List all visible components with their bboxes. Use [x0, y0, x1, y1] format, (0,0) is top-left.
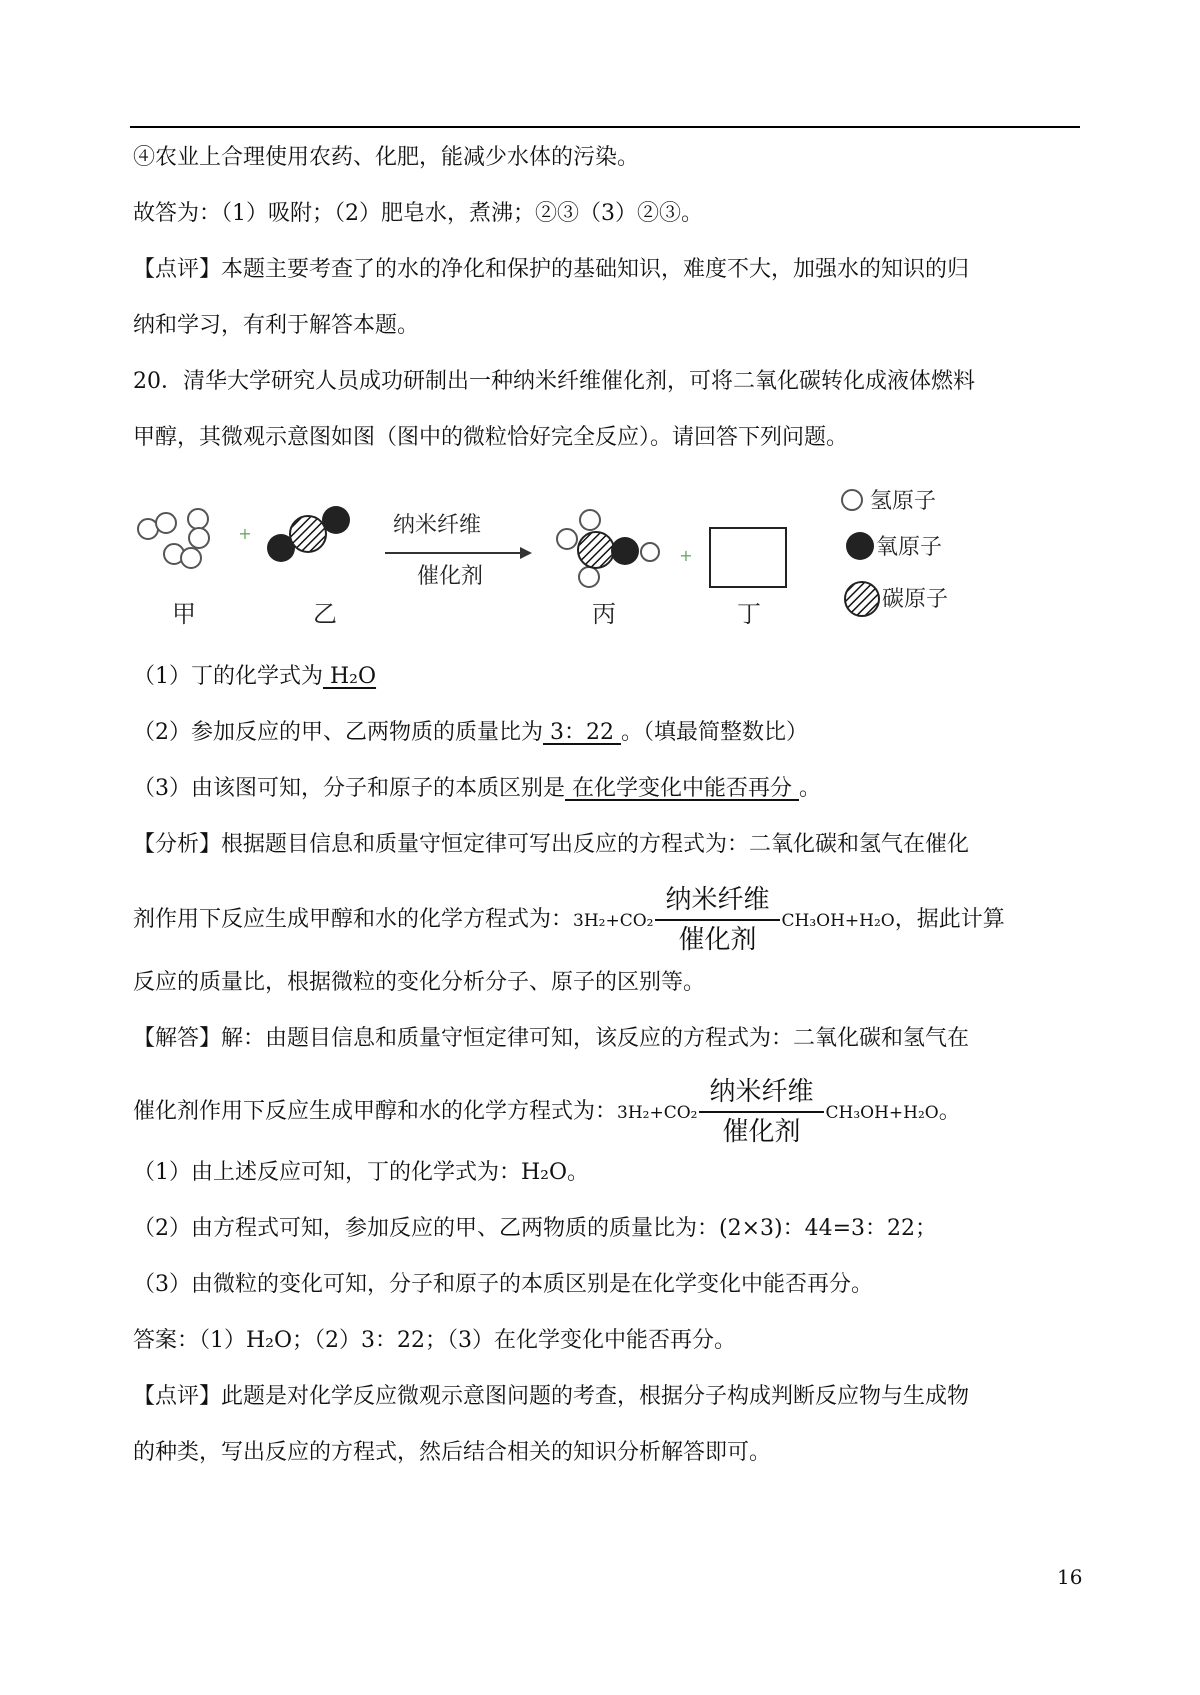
hydrogen-atom	[580, 510, 600, 530]
text-line: ④农业上合理使用农药、化肥，能减少水体的污染。	[133, 145, 640, 170]
answer-blank-2: 3：22	[543, 720, 621, 745]
carbon-atom	[578, 532, 614, 568]
arrow-label-bottom: 催化剂	[416, 564, 484, 589]
solution-step-1: （1）由上述反应可知，丁的化学式为：H₂O。	[133, 1160, 590, 1185]
comment-line-1: 【点评】此题是对化学反应微观示意图问题的考查，根据分子构成判断反应物与生成物	[133, 1384, 970, 1409]
carbon-legend-icon	[845, 582, 879, 616]
text-line: 故答为：（1）吸附；（2）肥皂水，煮沸；②③（3）②③。	[133, 201, 703, 226]
final-answer: 答案：（1）H₂O；（2）3：22；（3）在化学变化中能否再分。	[133, 1328, 737, 1353]
text-line: 纳和学习，有利于解答本题。	[133, 313, 420, 338]
unknown-product-box	[710, 528, 786, 587]
analysis-line-1: 【分析】根据题目信息和质量守恒定律可写出反应的方程式为：二氧化碳和氢气在催化	[133, 832, 970, 857]
question-2-prefix: （2）参加反应的甲、乙两物质的质量比为	[133, 720, 543, 745]
equation-products: CH₃OH+H₂O	[825, 1103, 939, 1123]
equation-reactants: 3H₂+CO₂	[573, 911, 654, 931]
analysis-equation-prefix: 剂作用下反应生成甲醇和水的化学方程式为：	[133, 907, 574, 932]
condition-bottom: 催化剂	[722, 1117, 801, 1147]
hydrogen-atom	[641, 543, 659, 561]
condition-top: 纳米纤维	[709, 1077, 814, 1107]
hydrogen-atom	[156, 513, 176, 533]
answer-blank-3: 在化学变化中能否再分	[565, 776, 799, 801]
equation-reactants: 3H₂+CO₂	[617, 1103, 698, 1123]
plus-sign: +	[679, 546, 693, 565]
question-3-suffix: 。	[799, 776, 822, 801]
equation-bar	[699, 1111, 823, 1113]
condition-bottom: 催化剂	[678, 925, 757, 955]
question-3	[133, 774, 821, 804]
question-3-prefix: （3）由该图可知，分子和原子的本质区别是	[133, 776, 565, 801]
hydrogen-atom	[189, 528, 209, 548]
equation-products: CH₃OH+H₂O	[781, 911, 895, 931]
oxygen-atom	[611, 537, 639, 565]
text-line: 【点评】本题主要考查了的水的净化和保护的基础知识，难度不大，加强水的知识的归	[133, 257, 970, 282]
analysis-line-3: 反应的质量比，根据微粒的变化分析分子、原子的区别等。	[133, 970, 706, 995]
hydrogen-atom	[138, 519, 158, 539]
question-2-suffix: 。（填最简整数比）	[620, 720, 808, 745]
hydrogen-atom	[181, 548, 201, 568]
arrow-head-icon	[520, 547, 532, 559]
hydrogen-atom	[579, 567, 599, 587]
hydrogen-molecules-jia	[138, 509, 209, 568]
condition-top: 纳米纤维	[665, 885, 770, 915]
solution-equation-line	[133, 1075, 961, 1149]
hydrogen-atom	[188, 509, 208, 529]
comment-line-2: 的种类，写出反应的方程式，然后结合相关的知识分析解答即可。	[133, 1440, 772, 1465]
analysis-equation-suffix: ，据此计算	[894, 907, 1005, 932]
header-rule	[130, 126, 1080, 128]
text-line: 甲醇，其微观示意图如图（图中的微粒恰好完全反应）。请回答下列问题。	[133, 425, 849, 450]
question-20-stem: 20．清华大学研究人员成功研制出一种纳米纤维催化剂，可将二氧化碳转化成液体燃料	[133, 369, 975, 394]
hydrogen-legend-icon	[842, 490, 862, 510]
label-yi: 乙	[313, 600, 337, 628]
legend-oxygen: 氧原子	[876, 535, 943, 560]
plus-sign: +	[238, 524, 252, 543]
label-jia: 甲	[172, 600, 196, 628]
legend-carbon: 碳原子	[882, 587, 949, 612]
solution-line-1: 【解答】解：由题目信息和质量守恒定律可知，该反应的方程式为：二氧化碳和氢气在	[133, 1026, 970, 1051]
question-1-prefix: （1）丁的化学式为	[133, 664, 323, 689]
arrow-label-top: 纳米纤维	[392, 513, 482, 538]
label-bing: 丙	[592, 600, 616, 628]
solution-equation-prefix: 催化剂作用下反应生成甲醇和水的化学方程式为：	[133, 1099, 618, 1124]
label-ding: 丁	[737, 600, 761, 628]
equation-bar	[655, 919, 779, 921]
question-1	[133, 662, 376, 692]
question-2	[133, 718, 808, 748]
solution-equation-suffix: 。	[938, 1099, 961, 1124]
methanol-molecule-bing	[557, 510, 659, 587]
equation-condition	[699, 1075, 823, 1149]
answer-blank-1: H₂O	[323, 664, 377, 689]
carbon-dioxide-molecule-yi	[267, 506, 350, 562]
oxygen-legend-icon	[846, 532, 874, 560]
reaction-diagram	[0, 470, 1200, 640]
solution-step-3: （3）由微粒的变化可知，分子和原子的本质区别是在化学变化中能否再分。	[133, 1272, 873, 1297]
page-number: 16	[1057, 1565, 1083, 1589]
analysis-equation-line	[133, 883, 1005, 957]
solution-step-2: （2）由方程式可知，参加反应的甲、乙两物质的质量比为：(2×3)：44=3：22；	[133, 1216, 938, 1241]
legend	[842, 489, 948, 616]
equation-condition	[655, 883, 779, 957]
hydrogen-atom	[557, 529, 577, 549]
carbon-atom	[290, 516, 326, 552]
legend-hydrogen: 氢原子	[870, 489, 937, 514]
